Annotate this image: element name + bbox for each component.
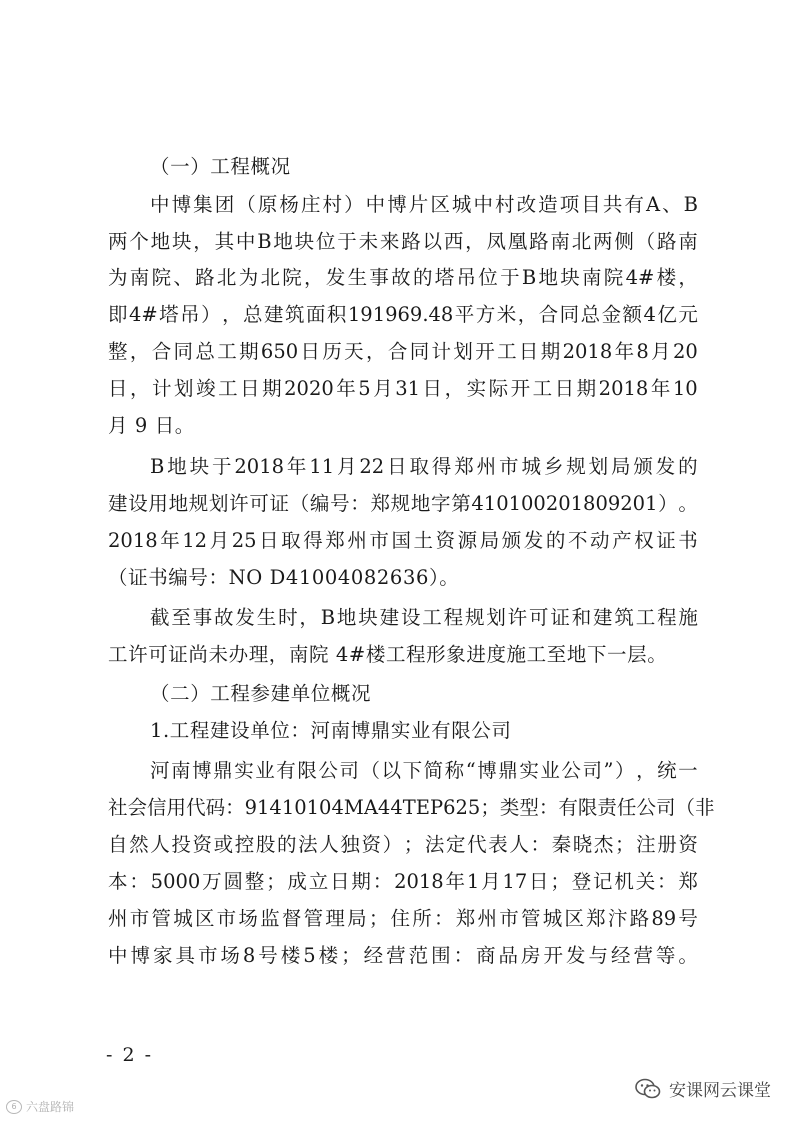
- para2-line-2: 建 设 用 地 规 划 许 可 证 （ 编 号 ： 郑 规 地 字 第 410100201809201 ） 。: [108, 492, 698, 515]
- para4-line-1: 河 南 博 鼎 实 业 有 限 公 司 （ 以 下 简 称 “ 博 鼎 实 业 公 司 ” ） ， 统 一: [150, 759, 698, 782]
- watermark-right-text: 安课网云课堂: [669, 1081, 771, 1101]
- circle-logo-icon: 6: [6, 1100, 22, 1114]
- para3-line-2: 工许可证尚未办理，南院 4#楼工程形象进度施工至地下一层。: [108, 643, 668, 666]
- wechat-icon: [635, 1078, 661, 1100]
- para1-line-6: 日 ， 计 划 竣 工 日 期 2020 年 5 月 31 日 ， 实 际 开 工 日 期 2018 年 10: [108, 377, 698, 400]
- para4-line-6: 中 博 家 具 市 场 8 号 楼 5 楼 ； 经 营 范 围 ： 商 品 房 开 发 与 经 营 等 。: [108, 944, 698, 967]
- para2-line-1: B 地 块 于 2018 年 11 月 22 日 取 得 郑 州 市 城 乡 规 划 局 颁 发 的: [150, 455, 698, 478]
- watermark-left: [6, 1098, 74, 1115]
- section-heading-overview: （一）工程概况: [150, 155, 291, 178]
- para2-line-4: （证书编号：NO D41004082636）。: [108, 566, 460, 589]
- watermark-right: [635, 1076, 771, 1101]
- para4-line-2: 社 会 信 用 代 码 ： 91410104MA44TEP625 ； 类 型 ： 有 限 责 任 公 司 （ 非: [108, 796, 715, 819]
- subsection-heading-owner: 1.工程建设单位：河南博鼎实业有限公司: [150, 719, 512, 742]
- para1-line-5: 整 ， 合 同 总 工 期 650 日 历 天 ， 合 同 计 划 开 工 日 期 2018 年 8 月 20: [108, 340, 698, 363]
- para2-line-3: 2018 年 12 月 25 日 取 得 郑 州 市 国 土 资 源 局 颁 发 的 不 动 产 权 证 书: [108, 529, 698, 552]
- para4-line-4: 本 ： 5000 万 圆 整 ； 成 立 日 期 ： 2018 年 1 月 17 日 ； 登 记 机 关 ： 郑: [108, 870, 698, 893]
- para1-line-2: 两 个 地 块 ， 其 中 B 地 块 位 于 未 来 路 以 西 ， 凤 凰 路 南 北 两 侧 （ 路 南: [108, 230, 698, 253]
- watermark-left-text: 六盘路锦: [26, 1100, 75, 1114]
- para3-line-1: 截 至 事 故 发 生 时 ， B 地 块 建 设 工 程 规 划 许 可 证 和 建 筑 工 程 施: [150, 606, 698, 629]
- section-heading-participants: （二）工程参建单位概况: [150, 682, 372, 705]
- para4-line-5: 州 市 管 城 区 市 场 监 督 管 理 局 ； 住 所 ： 郑 州 市 管 城 区 郑 汴 路 89 号: [108, 907, 698, 930]
- para1-line-4: 即 4# 塔 吊 ） ， 总 建 筑 面 积 191969.48 平 方 米 ， 合 同 总 金 额 4 亿 元: [108, 303, 698, 326]
- para4-line-3: 自 然 人 投 资 或 控 股 的 法 人 独 资 ） ； 法 定 代 表 人 ： 秦 晓 杰 ； 注 册 资: [108, 833, 698, 856]
- para1-line-1: 中 博 集 团 （ 原 杨 庄 村 ） 中 博 片 区 城 中 村 改 造 项 目 共 有 A 、 B: [150, 193, 698, 216]
- para1-line-3: 为 南 院 、 路 北 为 北 院 ， 发 生 事 故 的 塔 吊 位 于 B 地 块 南 院 4# 楼 ，: [108, 266, 698, 289]
- page-number: - 2 -: [106, 1044, 154, 1066]
- para1-line-7: 月 9 日。: [108, 414, 195, 437]
